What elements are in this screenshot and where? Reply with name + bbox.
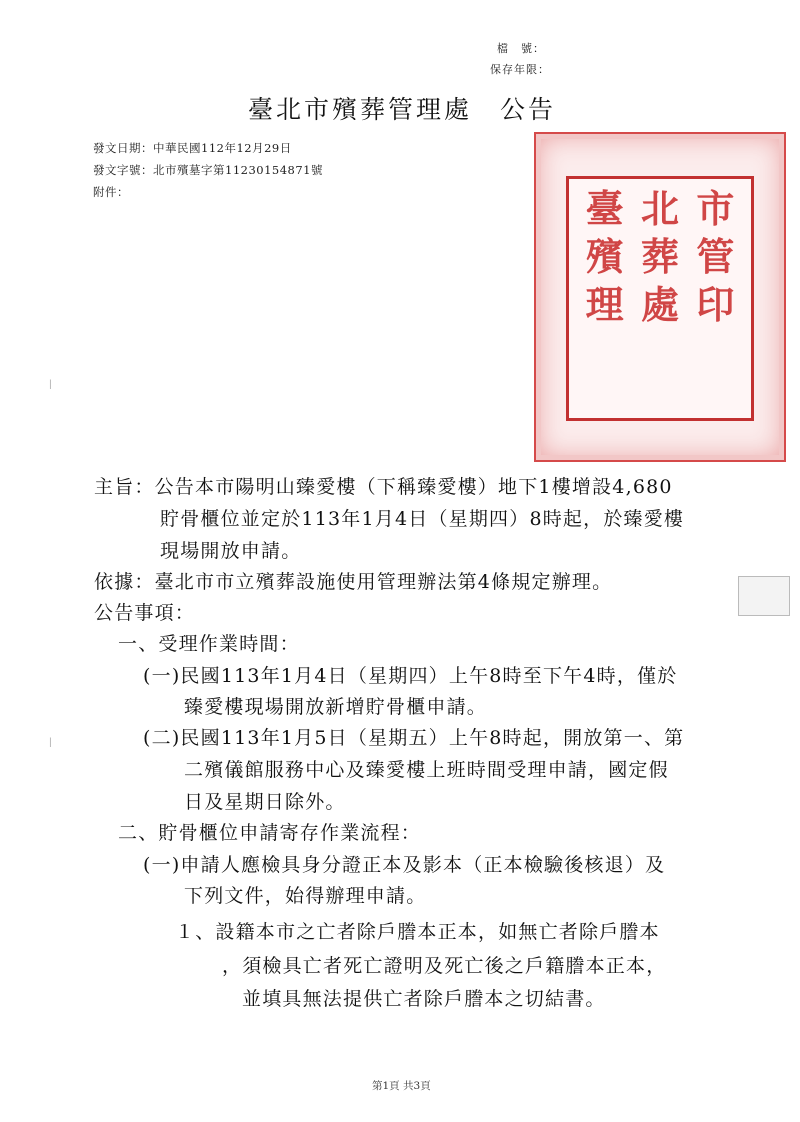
section-2-item-1-line-1: (一)申請人應檢具身分證正本及影本（正本檢驗後核退）及 [143, 854, 666, 876]
section-2-subitem-1-line-2: ，須檢具亡者死亡證明及死亡後之戶籍謄本正本， [222, 955, 667, 977]
basis-line: 依據：臺北市市立殯葬設施使用管理辦法第4條規定辦理。 [94, 571, 613, 593]
file-number-label: 檔 號： [497, 42, 545, 55]
seal-glyph: 市 [696, 186, 735, 231]
seal-glyph: 臺 [585, 186, 624, 231]
page-title: 臺北市殯葬管理處 公告 [248, 95, 557, 124]
margin-mark: ▏ [50, 380, 57, 389]
official-seal-stamp [534, 132, 786, 462]
items-heading: 公告事項： [94, 602, 196, 624]
seal-glyph: 葬 [640, 234, 679, 279]
side-receipt-stamp [738, 576, 790, 616]
document-number: 發文字號：北市殯墓字第11230154871號 [93, 163, 323, 177]
section-1-heading: 一、受理作業時間： [118, 633, 300, 655]
seal-glyph: 印 [696, 282, 735, 327]
section-2-heading: 二、貯骨櫃位申請寄存作業流程： [118, 822, 422, 844]
section-2-subitem-1-line-3: 並填具無法提供亡者除戶謄本之切結書。 [242, 988, 606, 1010]
section-1-item-2-line-1: (二)民國113年1月5日（星期五）上午8時起，開放第一、第 [143, 727, 685, 749]
seal-glyph: 北 [640, 186, 679, 231]
seal-glyph: 處 [640, 282, 679, 327]
seal-glyph: 殯 [585, 234, 624, 279]
subject-line-2: 貯骨櫃位並定於113年1月4日（星期四）8時起，於臻愛樓 [160, 508, 685, 530]
seal-glyph: 理 [585, 282, 624, 327]
seal-glyph: 管 [696, 234, 735, 279]
subject-line-1: 主旨：公告本市陽明山臻愛樓（下稱臻愛樓）地下1樓增設4,680 [94, 476, 673, 498]
section-1-item-2-line-2: 二殯儀館服務中心及臻愛樓上班時間受理申請，國定假 [184, 759, 669, 781]
page-number: 第1頁 共3頁 [372, 1080, 431, 1092]
subject-line-3: 現場開放申請。 [160, 540, 302, 562]
attachment-label: 附件： [93, 185, 129, 199]
section-1-item-1-line-2: 臻愛樓現場開放新增貯骨櫃申請。 [184, 696, 488, 718]
seal-inner-frame [566, 176, 754, 421]
section-1-item-1-line-1: (一)民國113年1月4日（星期四）上午8時至下午4時，僅於 [143, 665, 678, 687]
retention-label: 保存年限： [490, 63, 550, 76]
section-2-item-1-line-2: 下列文件，始得辦理申請。 [184, 885, 427, 907]
section-2-subitem-1-line-1: １、設籍本市之亡者除戶謄本正本，如無亡者除戶謄本 [175, 921, 660, 943]
section-1-item-2-line-3: 日及星期日除外。 [184, 791, 346, 813]
issue-date: 發文日期：中華民國112年12月29日 [93, 141, 292, 155]
seal-characters [569, 179, 751, 335]
margin-mark: ▏ [50, 738, 57, 747]
